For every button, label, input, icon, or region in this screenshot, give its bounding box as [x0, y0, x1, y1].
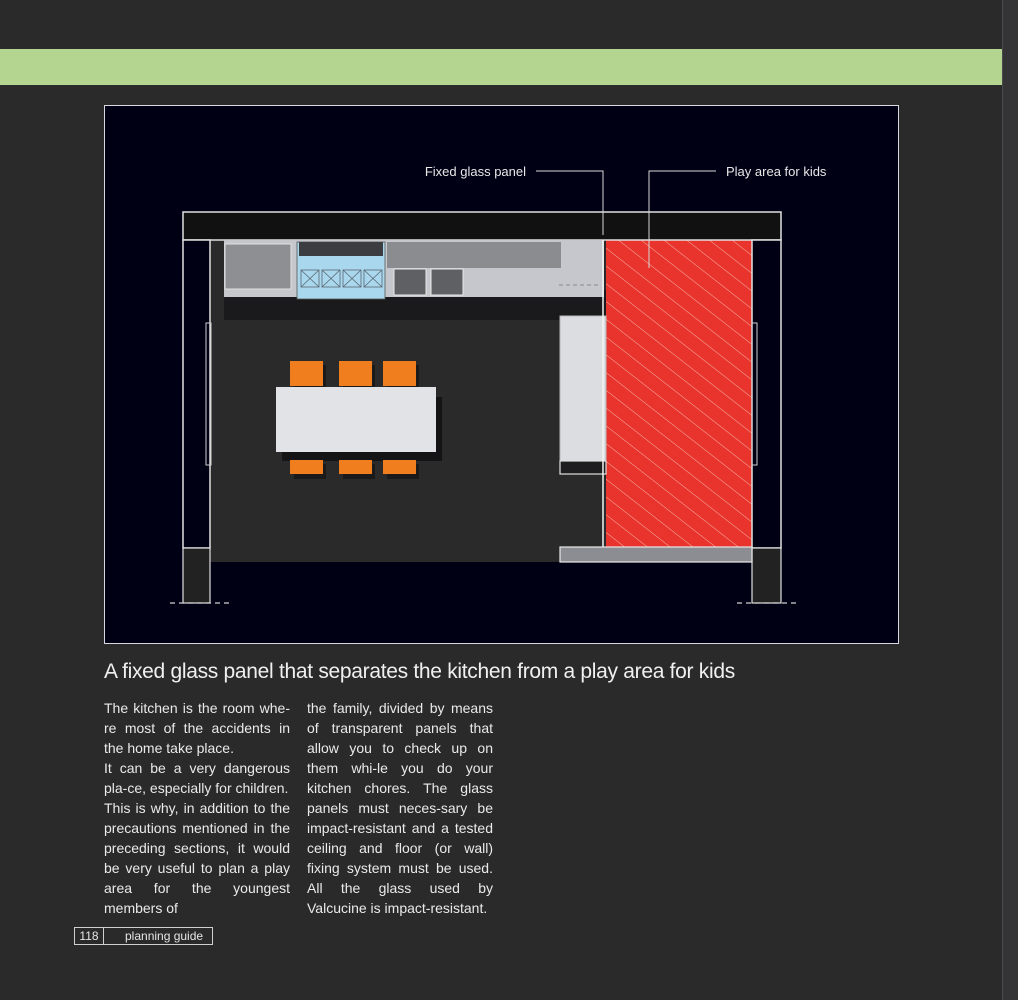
top-wall — [183, 212, 781, 240]
paragraph: The kitchen is the room whe-re most of the accidents in the home take place. — [104, 700, 290, 756]
body-column-2 — [307, 698, 493, 918]
sink-right — [431, 269, 463, 295]
right-wall-base — [752, 548, 781, 603]
right-wall — [752, 240, 781, 548]
page-footer — [74, 927, 213, 945]
section-name: planning guide — [125, 929, 204, 943]
page-edge — [1002, 0, 1018, 1000]
fridge — [225, 244, 291, 289]
sink-area — [387, 242, 561, 268]
paragraph: This is why, in addition to the precautions mentioned in the preceding sections, it would be very useful to plan a play area for the youngest members of — [104, 800, 290, 916]
side-counter — [560, 316, 606, 461]
body-column-1 — [104, 698, 290, 918]
left-wall-base — [183, 548, 210, 603]
bottom-panel — [560, 547, 752, 562]
dining-table — [276, 387, 436, 452]
kitchen-floor-plan — [104, 105, 899, 644]
sink-left — [394, 269, 426, 295]
header-band — [0, 49, 1003, 85]
page-number: 118 — [75, 928, 104, 944]
play-area-label: Play area for kids — [726, 164, 827, 179]
glass-panel-label: Fixed glass panel — [424, 164, 526, 179]
figure-caption: A fixed glass panel that separates the kitchen from a play area for kids — [104, 660, 735, 683]
play-area — [606, 240, 752, 548]
paragraph: It can be a very dangerous pla-ce, especially for children. — [104, 760, 290, 796]
paragraph: the family, divided by means of transparent panels that allow you to check up on them whi-le you do your kitchen chores. The glass panels must neces-sary be impact-resistant and a tested ceiling and floor (or wall) fixing system must be used. All the glass used by Valcucine is impact-resistant. — [307, 700, 493, 916]
